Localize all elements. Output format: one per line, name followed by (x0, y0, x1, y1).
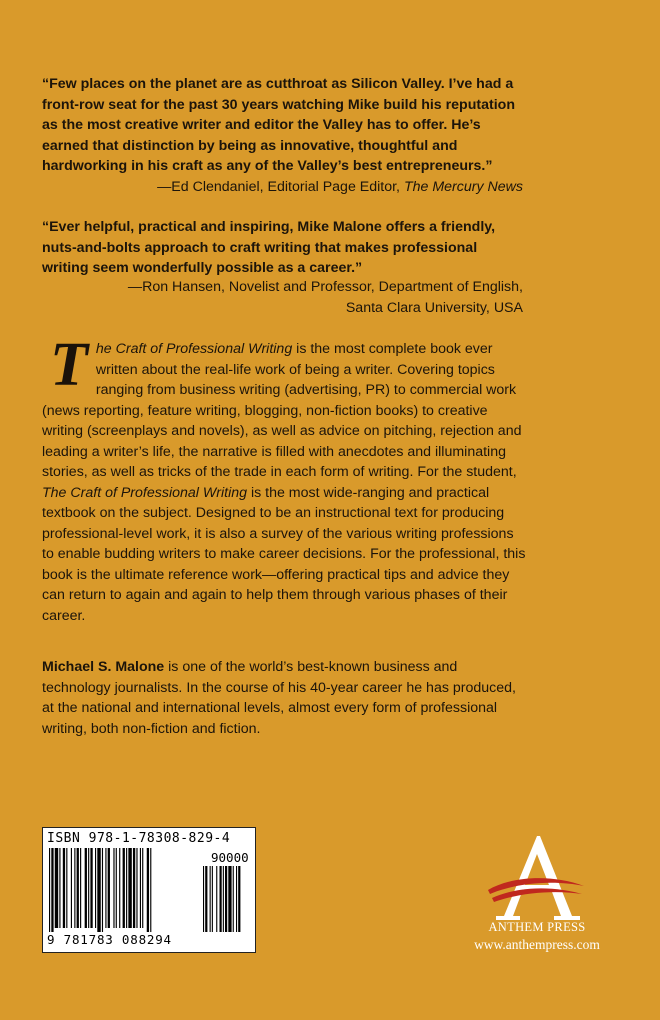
book-title-inline-2: The Craft of Professional Writing (42, 484, 248, 501)
barcode-bar (126, 848, 127, 928)
author-name: Michael S. Malone (42, 659, 165, 675)
barcode-bar (113, 848, 114, 928)
addon-bar (233, 866, 234, 932)
price-code: 90000 (211, 850, 249, 865)
endorsement-attribution-2 (23, 277, 523, 318)
barcode-bar (105, 848, 106, 928)
barcode-bar (49, 848, 50, 932)
barcode-bar (119, 848, 120, 928)
book-title-inline: he Craft of Professional Writing (95, 341, 293, 357)
attribution-2-line-2: Santa Clara University, USA (345, 299, 523, 316)
barcode-bar (142, 848, 143, 928)
barcode-bar (102, 848, 103, 932)
addon-bar (212, 866, 213, 932)
endorsement-quote-1: “Few places on the planet are as cutthroat as Silicon Valley. I’ve had a front-row seat for the past 30 years watching Mike build his reputation as the most creative writer and editor the Valley has to offer. He’s earned that distinction by being as innovative, thoughtful and hardworking in his craft as any of the Valley’s best entrepreneurs.” (42, 76, 515, 174)
barcode-bar (71, 848, 72, 928)
barcode-bar (108, 848, 110, 928)
description-part-1: is the most complete book ever written about the real-life work of being a writer. Covering topics ranging from business writing (advertising, PR) to commercial work (news reporting, feature writing, blogging, non-fiction books) to creative writing (screenplays and novels), as well as advice on pitching, rejection and leading a writer’s life, the narrative is filled with anecdotes and illuminating stories, as well as tricks of the trade in each form of writing. For the student, (42, 341, 522, 480)
isbn-barcode (42, 827, 256, 953)
ean-digits: 9 781783 088294 (47, 932, 172, 947)
addon-bar (225, 866, 227, 932)
author-bio (42, 657, 526, 739)
addon-bar (210, 866, 211, 932)
barcode-bar (147, 848, 149, 932)
barcode-bar (95, 848, 96, 928)
drop-cap: T (50, 331, 88, 399)
book-description (42, 331, 526, 626)
addon-bar (203, 866, 204, 932)
attribution-2-line-1: —Ron Hansen, Novelist and Professor, Department of English, (127, 279, 523, 295)
attribution-1-publication: The Mercury News (403, 179, 523, 195)
barcode-bar (63, 848, 65, 928)
publisher-url[interactable]: www.anthempress.com (474, 937, 600, 952)
author-bio-text: is one of the world’s best-known business and technology journalists. In the course of his 40-year career he has produced, at the national and international levels, almost every form of professional writing, both non-fiction and fiction. (42, 659, 516, 737)
addon-bar (223, 866, 224, 932)
barcode-bar (66, 848, 67, 928)
addon-bar (228, 866, 231, 932)
description-part-2: is the most wide-ranging and practical textbook on the subject. Designed to be an instructional text for producing professional-level work, it is also a survey of the various writing professions to enable budding writers to make career decisions. For the professional, this book is the ultimate reference work—offering practical tips and advice they can return to again and again to help them through various phases of their career. (42, 484, 526, 624)
barcode-bar (80, 848, 81, 928)
barcode-bar (85, 848, 87, 928)
addon-bar (205, 866, 207, 932)
addon-bar (220, 866, 222, 932)
barcode-bar (128, 848, 131, 928)
barcode-bar (136, 848, 137, 928)
barcode-bar (133, 848, 135, 928)
barcode-bar (74, 848, 75, 928)
barcode-bar (97, 848, 100, 932)
barcode-bar (116, 848, 117, 928)
barcode-bar (77, 848, 79, 928)
publisher-name: ANTHEM PRESS (488, 920, 586, 934)
addon-bar (238, 866, 240, 932)
barcode-bar (59, 848, 60, 928)
endorsement-quote-2: “Ever helpful, practical and inspiring, Mike Malone offers a friendly, nuts-and-bolts approach to craft writing that makes professional writing seem wonderfully possible as a career.” (42, 219, 496, 276)
barcode-bar (55, 848, 58, 928)
barcode-bar (88, 848, 89, 928)
barcode-bar (150, 848, 151, 932)
endorsement-attribution-1 (23, 177, 523, 198)
isbn-label: ISBN 978-1-78308-829-4 (47, 831, 231, 846)
barcode-bar (123, 848, 125, 928)
barcode-bar (51, 848, 53, 932)
barcode-bar (140, 848, 141, 928)
attribution-1-text: —Ed Clendaniel, Editorial Page Editor, (157, 179, 404, 195)
barcode-bar (90, 848, 92, 928)
addon-bar (216, 866, 217, 932)
addon-bar (236, 866, 237, 932)
